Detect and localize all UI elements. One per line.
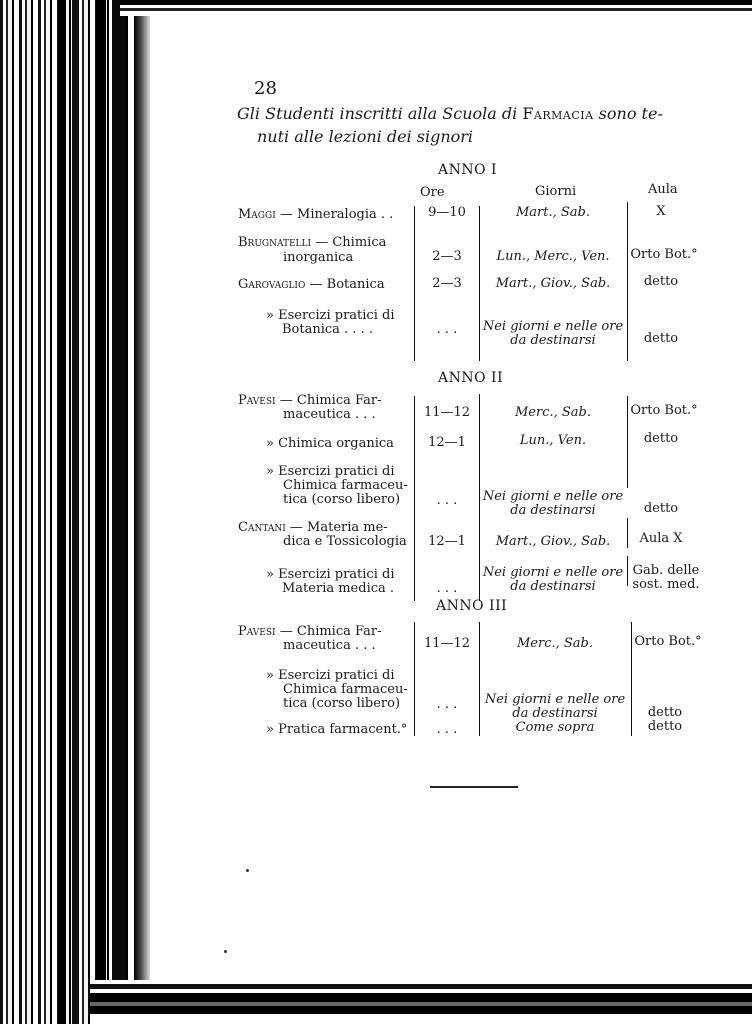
- hours: 9—10: [428, 205, 466, 220]
- professor-name: Maggi: [238, 207, 276, 222]
- hours: . . .: [436, 581, 458, 596]
- professor-name: Garovaglio: [238, 277, 306, 292]
- hours: 12—1: [428, 534, 466, 549]
- room: Orto Bot.°: [630, 247, 698, 262]
- days-cont: da destinarsi: [510, 579, 596, 594]
- intro-line1-post: sono te-: [598, 104, 663, 123]
- professor-name: Pavesi: [238, 393, 276, 408]
- binding-strip: [134, 0, 150, 1024]
- table-row: [238, 521, 414, 535]
- course-name: Esercizi pratici di: [278, 567, 395, 582]
- hours: . . .: [436, 493, 458, 508]
- ditto-mark: »: [266, 436, 274, 451]
- intro-line2: nuti alle lezioni dei signori: [257, 127, 474, 146]
- course-name-cont: Botanica . . . .: [282, 322, 373, 337]
- course-name: Chimica: [332, 235, 387, 250]
- professor-name: Cantani: [238, 520, 286, 535]
- table-row: [238, 278, 414, 292]
- course-name: Materia me-: [307, 520, 388, 535]
- hours: . . .: [436, 722, 458, 737]
- room: detto: [647, 719, 683, 734]
- days: Mart., Sab.: [515, 205, 590, 220]
- course-name: Botanica: [326, 277, 385, 292]
- ditto-mark: »: [266, 464, 274, 479]
- hours: . . .: [436, 322, 458, 337]
- table-row: [266, 465, 414, 479]
- course-name-cont: dica e Tossicologia: [283, 534, 407, 549]
- days: Lun., Ven.: [519, 433, 587, 448]
- room: detto: [647, 705, 683, 720]
- course-name: Esercizi pratici di: [278, 464, 395, 479]
- days: Merc., Sab.: [516, 636, 593, 651]
- binding-strip: [96, 0, 106, 1024]
- days: Lun., Merc., Ven.: [496, 249, 610, 264]
- separator: —: [315, 235, 329, 250]
- professor-name: Brugnatelli: [238, 235, 312, 250]
- table-row: [238, 625, 414, 639]
- room: Orto Bot.°: [634, 634, 702, 649]
- year-heading: ANNO II: [438, 370, 504, 386]
- ditto-mark: »: [266, 567, 274, 582]
- days-cont: da destinarsi: [512, 706, 598, 721]
- room: Orto Bot.°: [630, 403, 698, 418]
- table-row: [266, 669, 414, 683]
- table-row: [266, 723, 414, 737]
- binding-strip: [112, 0, 126, 1024]
- year-heading: ANNO I: [438, 162, 498, 178]
- course-name-cont: Chimica farmaceu-: [283, 682, 408, 697]
- room: Aula X: [639, 531, 683, 546]
- intro-school-name: Farmacia: [522, 104, 594, 123]
- ditto-mark: »: [266, 668, 274, 683]
- hours: 2—3: [432, 249, 462, 264]
- course-name: Esercizi pratici di: [278, 668, 395, 683]
- course-name-cont: maceutica . . .: [283, 407, 376, 422]
- room: detto: [643, 331, 679, 346]
- room: detto: [643, 431, 679, 446]
- course-name: Chimica Far-: [296, 624, 382, 639]
- days-cont: da destinarsi: [510, 333, 596, 348]
- professor-name: Pavesi: [238, 624, 276, 639]
- course-name-cont: Materia medica .: [282, 581, 395, 596]
- course-name: Esercizi pratici di: [278, 308, 395, 323]
- column-header-aula: Aula: [648, 182, 678, 197]
- room-cont: sost. med.: [632, 577, 700, 592]
- days: Nei giorni e nelle ore: [484, 692, 626, 707]
- separator: —: [309, 277, 323, 292]
- ditto-mark: »: [266, 722, 274, 737]
- ditto-mark: »: [266, 308, 274, 323]
- column-rule: [414, 622, 415, 736]
- page-bottom-edge: [90, 980, 752, 1024]
- days-cont: da destinarsi: [510, 503, 596, 518]
- days: Come sopra: [515, 720, 595, 735]
- column-header-ore: Ore: [420, 185, 445, 200]
- column-rule: [414, 396, 415, 601]
- page: [150, 16, 752, 980]
- column-header-giorni: Giorni: [535, 184, 577, 199]
- table-row: [238, 208, 414, 222]
- room: Gab. delle: [632, 563, 700, 578]
- table-row: [238, 236, 414, 250]
- room: detto: [643, 501, 679, 516]
- room: detto: [643, 274, 679, 289]
- intro-line1-pre: Gli Studenti inscritti alla Scuola di: [237, 104, 518, 123]
- closing-rule: [430, 786, 518, 788]
- course-name-cont: maceutica . . .: [283, 638, 376, 653]
- days: Mart., Giov., Sab.: [495, 276, 611, 291]
- ink-speck: [246, 869, 249, 872]
- table-row: [266, 309, 414, 323]
- hours: 2—3: [432, 276, 462, 291]
- binding-strip: [58, 0, 66, 1024]
- days: Mart., Giov., Sab.: [495, 534, 611, 549]
- days: Nei giorni e nelle ore: [482, 489, 624, 504]
- hours: 11—12: [423, 636, 471, 651]
- hours: . . .: [436, 697, 458, 712]
- course-name: Chimica organica: [278, 436, 394, 451]
- page-number: 28: [254, 78, 277, 99]
- days: Nei giorni e nelle ore: [482, 565, 624, 580]
- table-row: [266, 437, 414, 451]
- separator: —: [279, 393, 293, 408]
- separator: —: [289, 520, 303, 535]
- course-name-cont: tica (corso libero): [283, 696, 401, 711]
- ink-speck: [224, 950, 227, 953]
- table-row: [266, 568, 414, 582]
- year-heading: ANNO III: [436, 598, 508, 614]
- hours: 11—12: [423, 405, 471, 420]
- course-name-cont: Chimica farmaceu-: [283, 478, 408, 493]
- days: Merc., Sab.: [514, 405, 591, 420]
- course-name-cont: inorganica: [283, 250, 354, 265]
- hours: 12—1: [428, 435, 466, 450]
- separator: —: [279, 207, 293, 222]
- table-row: [238, 394, 414, 408]
- separator: —: [279, 624, 293, 639]
- days: Nei giorni e nelle ore: [482, 319, 624, 334]
- room: X: [656, 204, 666, 219]
- course-name-cont: tica (corso libero): [283, 492, 401, 507]
- course-name: Pratica farmacent.°: [278, 722, 408, 737]
- binding-strip: [72, 0, 77, 1024]
- intro-text: [237, 102, 707, 148]
- course-name: Mineralogia . .: [297, 207, 394, 222]
- course-name: Chimica Far-: [296, 393, 382, 408]
- column-rule: [414, 206, 415, 361]
- page-top-edge: [120, 0, 752, 16]
